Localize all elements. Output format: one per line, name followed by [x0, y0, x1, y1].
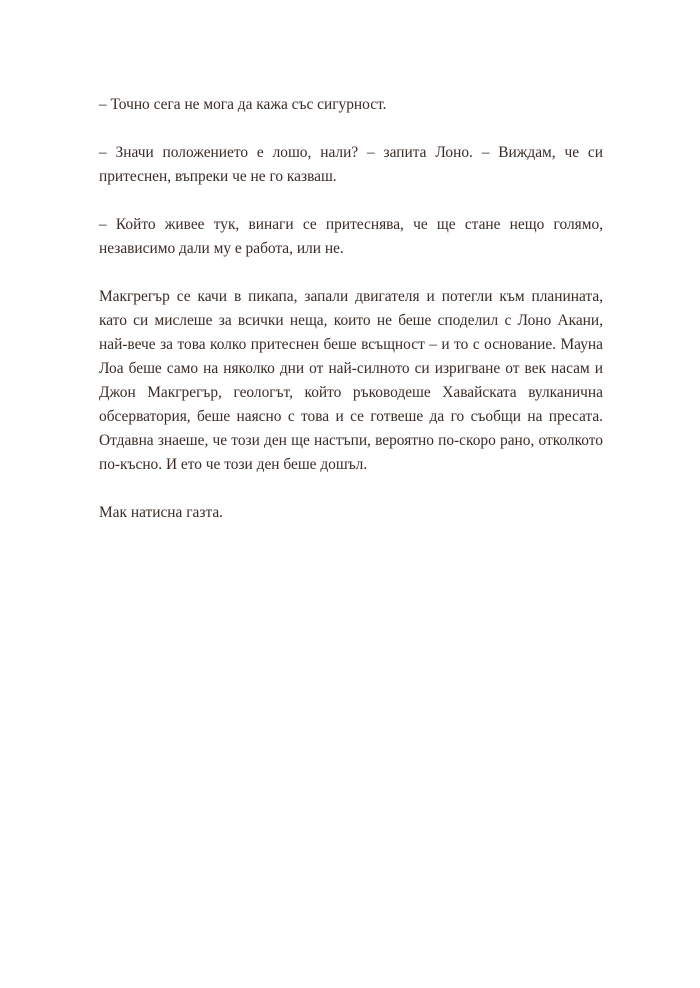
paragraph-3: – Който живее тук, винаги се притеснява, че ще стане нещо голямо, независимо дали му е работа, или не.: [99, 216, 603, 257]
body-text: [99, 93, 603, 525]
paragraph-2: – Значи положението е лошо, нали? – запита Лоно. – Виждам, че си притеснен, въпреки че не го казваш.: [99, 144, 603, 185]
paragraph-4: Макгрегър се качи в пикапа, запали двигателя и потегли към планината, като си мислеше за всички неща, които не беше споделил с Лоно Акани, най-вече за това колко притеснен беше всъщност – и то с основание. Мауна Лоа беше само на няколко дни от най-силното си изригване от век насам и Джон Макгрегър, геологът, който ръководеше Хавайската вулканична обсерватория, беше наясно с това и се готвеше да го съобщи на пресата. Отдавна знаеше, че този ден ще настъпи, вероятно по-скоро рано, отколкото по-късно. И ето че този ден беше дошъл.: [99, 288, 603, 473]
paragraph-1: – Точно сега не мога да кажа със сигурност.: [99, 96, 387, 113]
paragraph-5: Мак натисна газта.: [99, 504, 224, 521]
